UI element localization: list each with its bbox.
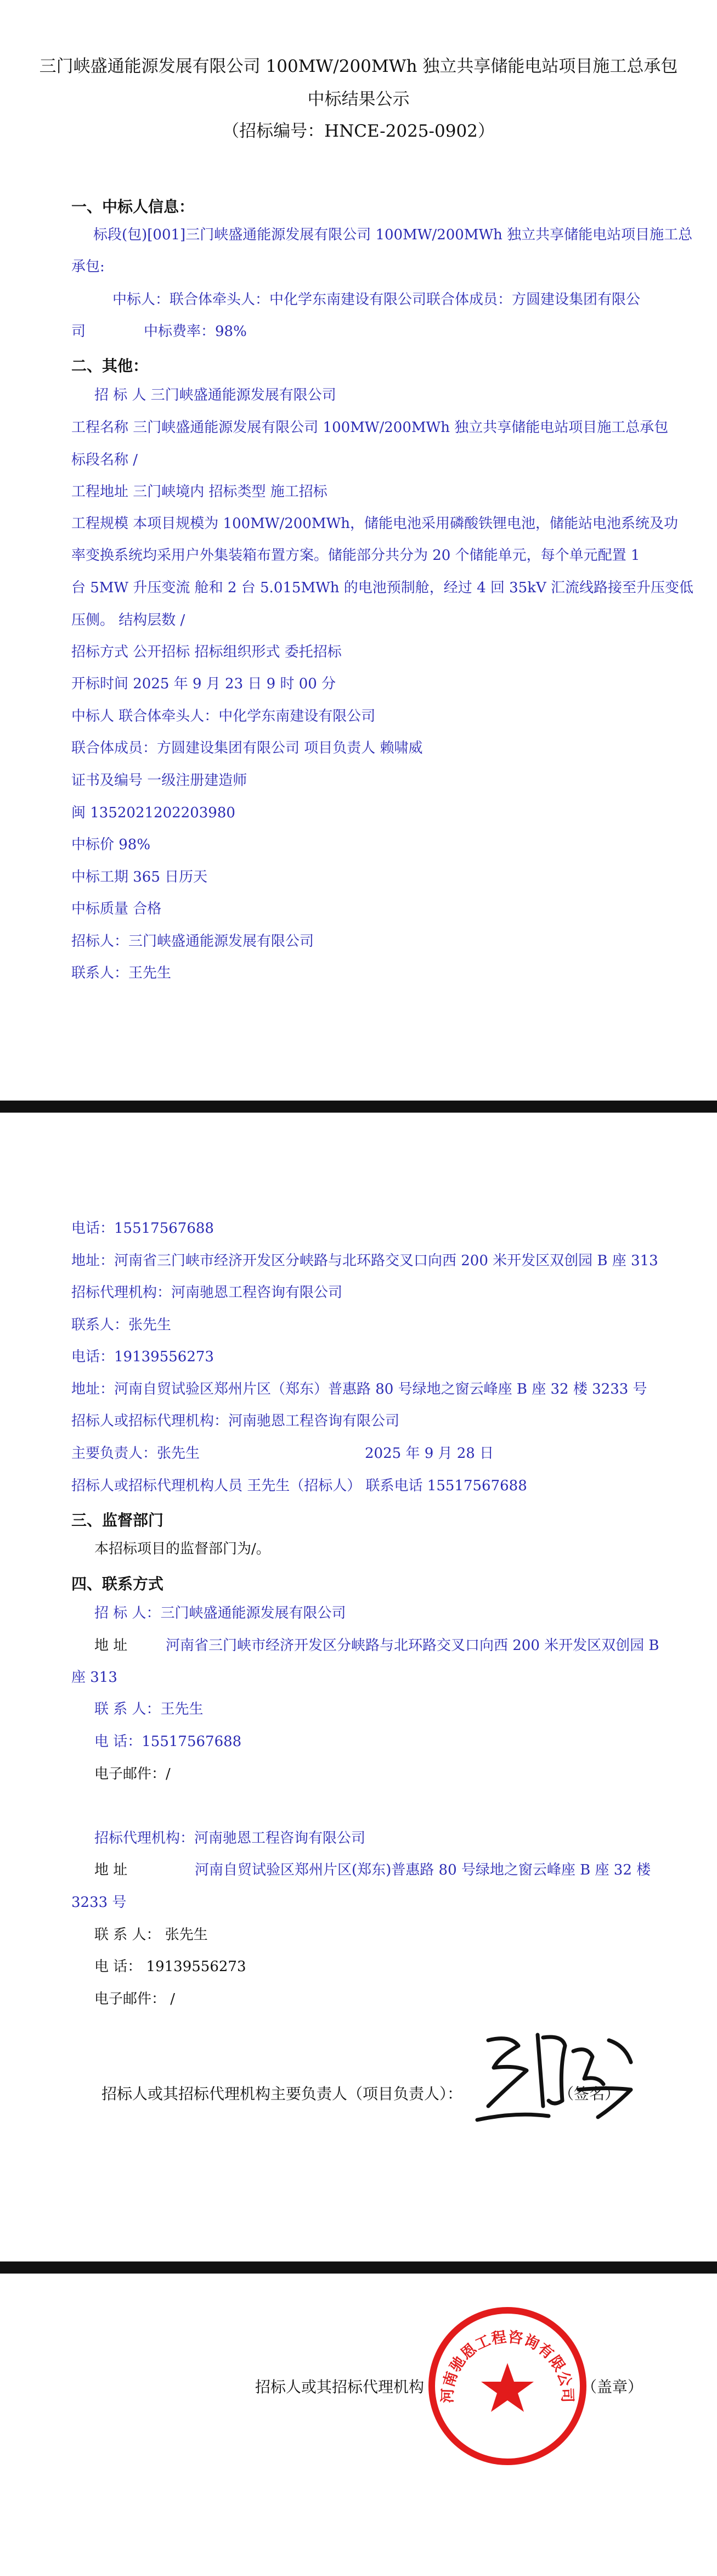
- contact-tenderer-address-2: 座 313: [71, 1669, 117, 1686]
- bid-quality: 中标质量 合格: [71, 901, 162, 917]
- project-name: 工程名称 三门峡盛通能源发展有限公司 100MW/200MWh 独立共享储能电站项目施工总承包: [71, 419, 669, 436]
- bid-price: 中标价 98%: [71, 837, 151, 853]
- agent-name: 招标代理机构：河南驰恩工程咨询有限公司: [71, 1284, 343, 1301]
- principal: 主要负责人：张先生: [71, 1445, 200, 1462]
- page-1: [0, 0, 717, 1101]
- supervision-text: 本招标项目的监督部门为/。: [94, 1541, 270, 1557]
- page-3: [0, 2274, 717, 2576]
- contact-tenderer-person: 联 系 人：王先生: [94, 1701, 204, 1718]
- contact-agent-email: 电子邮件： /: [94, 1991, 176, 2007]
- agent-address: 地址：河南自贸试验区郑州片区（郑东）普惠路 80 号绿地之窗云峰座 B 座 32 楼 3233 号: [71, 1381, 647, 1398]
- lot-line2: 承包:: [71, 259, 105, 275]
- agent-contact: 联系人：张先生: [71, 1317, 172, 1333]
- svg-text:河南驰恩工程咨询有限公司: 河南驰恩工程咨询有限公司: [439, 2328, 576, 2404]
- bid-period: 中标工期 365 日历天: [71, 869, 208, 885]
- page-separator-2: [0, 2261, 717, 2274]
- tenderer-label: 招标人：三门峡盛通能源发展有限公司: [71, 933, 314, 950]
- contact-tenderer-email: 电子邮件：/: [94, 1766, 171, 1782]
- project-scale-4: 压侧。 结构层数 /: [71, 612, 185, 628]
- winner-rate: 中标费率：98%: [144, 323, 247, 340]
- contact-tenderer-phone: 电 话：15517567688: [94, 1733, 242, 1750]
- contact-agent-name: 招标代理机构：河南驰恩工程咨询有限公司: [94, 1830, 366, 1847]
- sign-date: 2025 年 9 月 28 日: [365, 1445, 494, 1462]
- section2-heading: 二、其他：: [71, 357, 149, 375]
- page-2: [0, 1113, 717, 2261]
- section4-heading: 四、联系方式: [71, 1575, 164, 1593]
- agent-phone: 电话：19139556273: [71, 1349, 214, 1365]
- section3-heading: 三、监督部门: [71, 1511, 164, 1529]
- project-scale-1: 工程规模 本项目规模为 100MW/200MWh，储能电池采用磷酸铁锂电池，储能站电池系统及功: [71, 515, 678, 532]
- tenderer: 招 标 人 三门峡盛通能源发展有限公司: [94, 387, 336, 403]
- contact-agent-address-2: 3233 号: [71, 1894, 127, 1911]
- contact-agent-phone: 电 话： 19139556273: [94, 1958, 246, 1975]
- project-location: 工程地址 三门峡境内 招标类型 施工招标: [71, 484, 328, 500]
- contact-agent-address-1: 河南自贸试验区郑州片区(郑东)普惠路 80 号绿地之窗云峰座 B 座 32 楼: [195, 1862, 651, 1878]
- handwritten-signature: [466, 2024, 647, 2128]
- company-seal: [425, 2304, 590, 2468]
- contact-tenderer-name: 招 标 人：三门峡盛通能源发展有限公司: [94, 1605, 346, 1621]
- contact-tenderer-address-1: 河南省三门峡市经济开发区分峡路与北环路交叉口向西 200 米开发区双创园 B: [166, 1637, 659, 1654]
- signer-org: 招标人或招标代理机构：河南驰恩工程咨询有限公司: [71, 1413, 400, 1429]
- consortium-member: 联合体成员：方圆建设集团有限公司 项目负责人 赖啸威: [71, 740, 423, 756]
- contact-tenderer-address-label: 地 址: [94, 1637, 128, 1654]
- winner-line: 中标人：联合体牵头人：中化学东南建设有限公司联合体成员：方圆建设集团有限公: [112, 291, 641, 308]
- winner-lead: 中标人 联合体牵头人：中化学东南建设有限公司: [71, 708, 376, 725]
- certificate: 证书及编号 一级注册建造师: [71, 772, 247, 789]
- tender-method: 招标方式 公开招标 招标组织形式 委托招标: [71, 644, 342, 660]
- doc-title-line3: （招标编号：HNCE-2025-0902）: [222, 121, 495, 141]
- doc-title-line2: 中标结果公示: [307, 89, 410, 109]
- lot-name: 标段名称 /: [71, 452, 138, 468]
- seal-suffix: （盖章）: [581, 2378, 643, 2396]
- project-scale-2: 率变换系统均采用户外集装箱布置方案。储能部分共分为 20 个储能单元，每个单元配置 1: [71, 547, 640, 564]
- lot-line1: 标段(包)[001]三门峡盛通能源发展有限公司 100MW/200MWh 独立共享储能电站项目施工总: [93, 227, 693, 243]
- staff-line: 招标人或招标代理机构人员 王先生（招标人） 联系电话 15517567688: [71, 1478, 527, 1494]
- contact-agent-address-label: 地 址: [94, 1862, 128, 1878]
- section1-heading: 一、中标人信息：: [71, 198, 195, 216]
- seal-line: 招标人或其招标代理机构: [255, 2378, 425, 2396]
- sign-line: 招标人或其招标代理机构主要负责人（项目负责人）：: [101, 2085, 463, 2103]
- winner-line-cont: 司: [71, 323, 86, 340]
- doc-title-line1: 三门峡盛通能源发展有限公司 100MW/200MWh 独立共享储能电站项目施工总承包: [39, 57, 678, 76]
- tenderer-phone: 电话：15517567688: [71, 1220, 214, 1237]
- certificate-number: 闽 1352021202203980: [71, 805, 235, 821]
- open-time: 开标时间 2025 年 9 月 23 日 9 时 00 分: [71, 676, 336, 692]
- sign-suffix: （签名）: [558, 2085, 620, 2103]
- contact-agent-person: 联 系 人： 张先生: [94, 1927, 208, 1943]
- page-separator-1: [0, 1101, 717, 1113]
- tenderer-address: 地址：河南省三门峡市经济开发区分峡路与北环路交叉口向西 200 米开发区双创园 B 座 313: [71, 1253, 658, 1269]
- project-scale-3: 台 5MW 升压变流 舱和 2 台 5.015MWh 的电池预制舱，经过 4 回 35kV 汇流线路接至升压变低: [71, 580, 694, 596]
- tenderer-contact: 联系人：王先生: [71, 965, 172, 981]
